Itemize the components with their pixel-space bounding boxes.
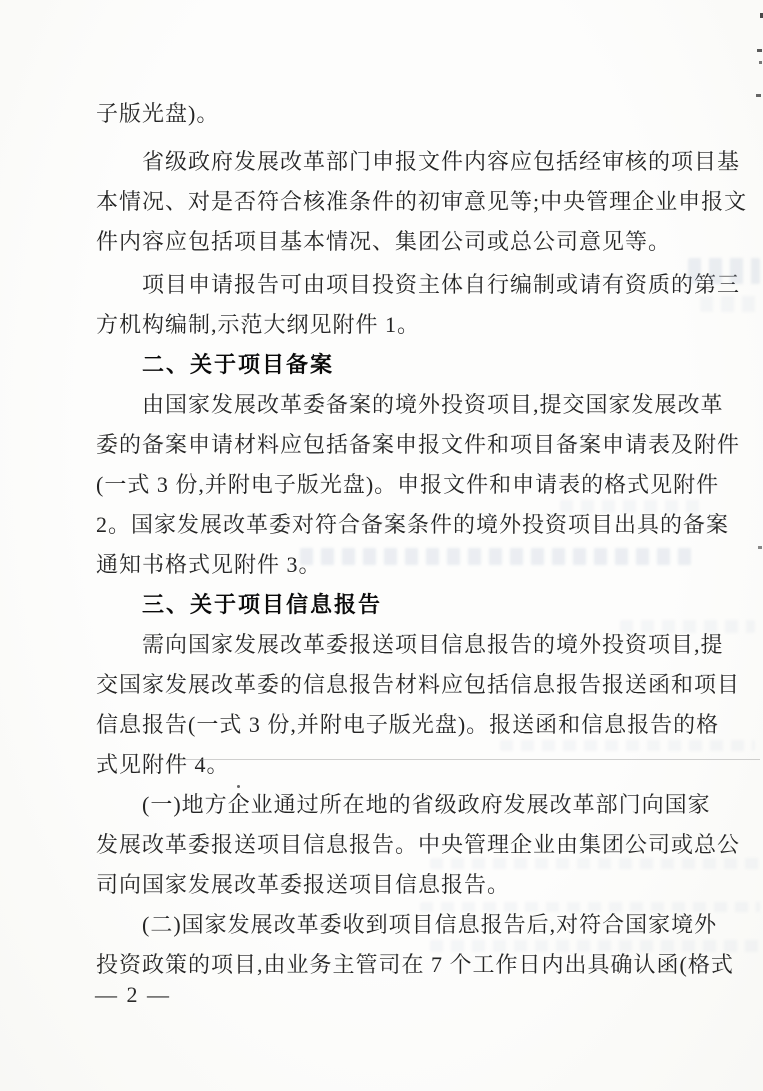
text-line: 项目申请报告可由项目投资主体自行编制或请有资质的第三 [142, 272, 741, 297]
text-line: (一)地方企业通过所在地的省级政府发展改革部门向国家 [142, 792, 711, 817]
text-line: 通知书格式见附件 3。 [96, 552, 322, 577]
paragraph-continuation [96, 94, 710, 134]
text-line: 省级政府发展改革部门申报文件内容应包括经审核的项目基 [142, 149, 741, 174]
paragraph [96, 785, 741, 905]
text-line: 式见附件 4。 [96, 752, 230, 777]
text-line: 交国家发展改革委的信息报告材料应包括信息报告报送函和项目 [96, 672, 741, 697]
text-line: 投资政策的项目,由业务主管司在 7 个工作日内出具确认函(格式 [96, 952, 734, 977]
text-line: 司向国家发展改革委报送项目信息报告。 [96, 872, 511, 897]
text-line: 本情况、对是否符合核准条件的初审意见等;中央管理企业申报文 [96, 189, 748, 214]
paragraph [96, 385, 741, 585]
text-line: 子版光盘)。 [96, 101, 220, 126]
paragraph [96, 905, 734, 985]
paragraph [96, 142, 748, 262]
heading-text: 三、关于项目信息报告 [142, 592, 383, 617]
paragraph [96, 265, 741, 345]
section-heading-2 [96, 345, 710, 385]
scan-speck [756, 94, 761, 97]
scan-speck [757, 49, 762, 52]
text-line: 信息报告(一式 3 份,并附电子版光盘)。报送函和信息报告的格 [96, 712, 720, 737]
text-line: 2。国家发展改革委对符合备案条件的境外投资项目出具的备案 [96, 512, 730, 537]
scan-speck [758, 546, 762, 549]
text-line: 需向国家发展改革委报送项目信息报告的境外投资项目,提 [142, 632, 724, 657]
text-line: 委的备案申请材料应包括备案申报文件和项目备案申请表及附件 [96, 432, 741, 457]
text-line: 由国家发展改革委备案的境外投资项目,提交国家发展改革 [142, 392, 724, 417]
text-line: (二)国家发展改革委收到项目信息报告后,对符合国家境外 [142, 912, 718, 937]
text-line: 件内容应包括项目基本情况、集团公司或总公司意见等。 [96, 229, 672, 254]
paragraph [96, 625, 741, 785]
document-body [96, 94, 748, 985]
page-number: — 2 — [95, 982, 171, 1007]
scan-speck [759, 61, 762, 64]
text-line: (一式 3 份,并附电子版光盘)。申报文件和申请表的格式见附件 [96, 472, 720, 497]
section-heading-3 [96, 585, 710, 625]
heading-text: 二、关于项目备案 [142, 352, 335, 377]
text-line: 方机构编制,示范大纲见附件 1。 [96, 312, 421, 337]
text-line: 发展改革委报送项目信息报告。中央管理企业由集团公司或总公 [96, 832, 741, 857]
